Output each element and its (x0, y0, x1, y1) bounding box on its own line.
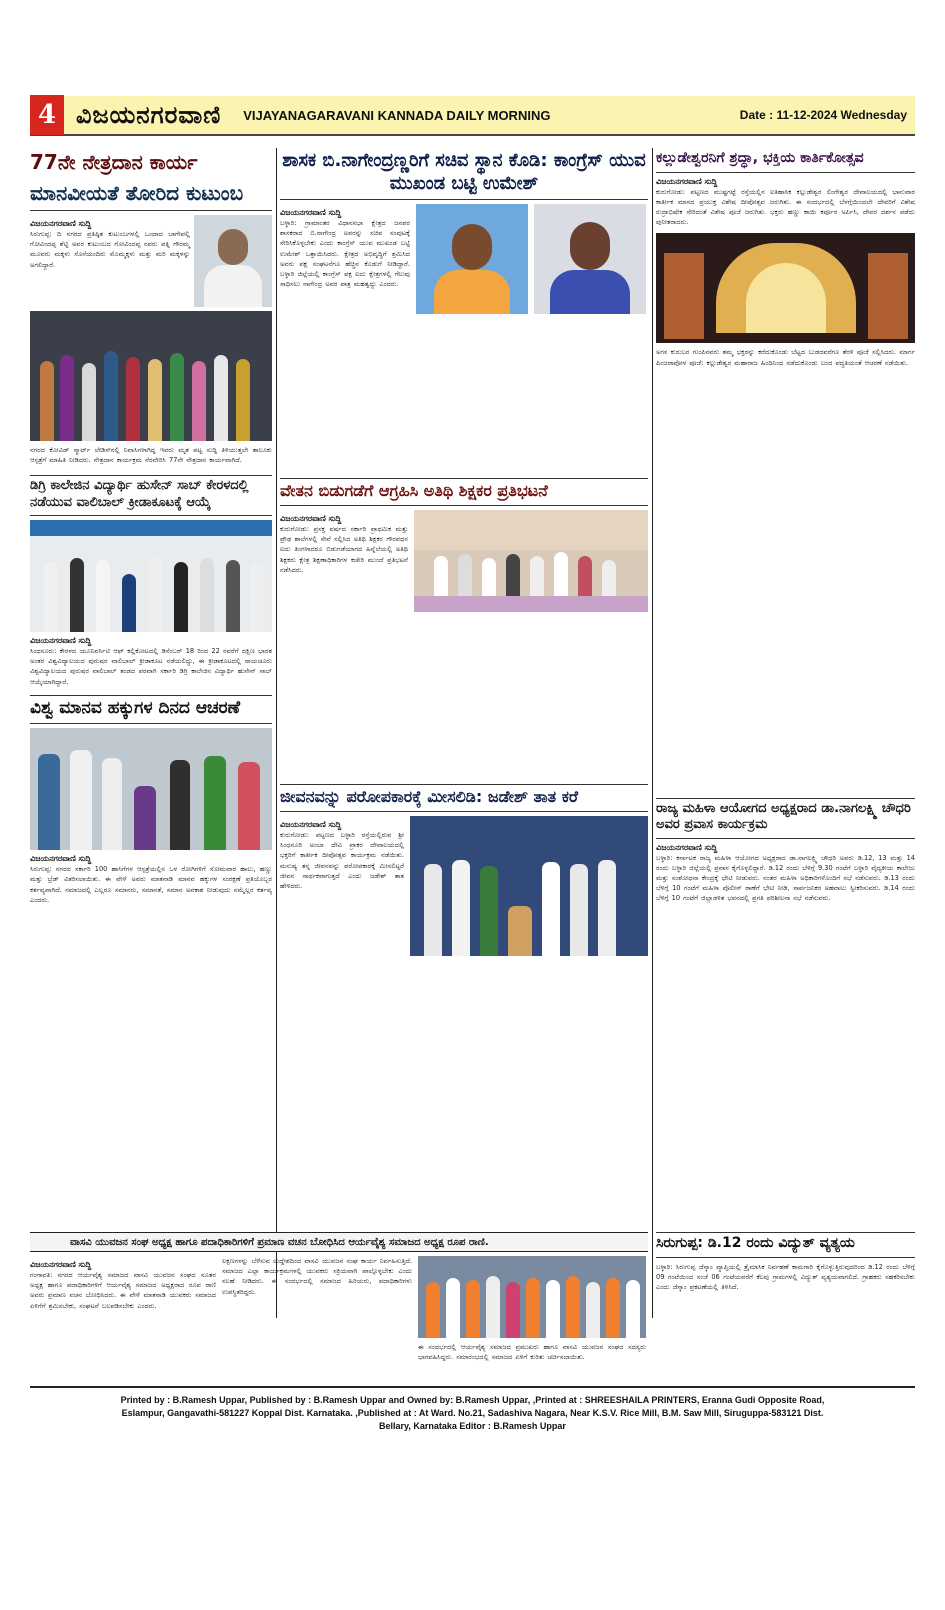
portrait-photo (194, 215, 272, 307)
article-minister-demand (280, 148, 648, 314)
leader-photo (416, 204, 528, 314)
paper-name-english: VIJAYANAGARAVANI KANNADA DAILY MORNING (243, 107, 551, 123)
article-credit: ವಿಜಯನಗರವಾಣಿ ಸುದ್ದಿ (656, 176, 718, 186)
imprint-line: Bellary, Karnataka Editor : B.Ramesh Uppar (379, 1421, 566, 1432)
protest-photo (414, 510, 648, 612)
event-photo (410, 816, 648, 956)
article-body: ಅಗಸ ಕುರುಬರ ಗುಂಪಿನವರು ತಮ್ಮ ಭಕ್ತರನ್ನು ಕರೆದುಕೊಂಡು ಬೆಟ್ಟದ ಬುಡದವರೆಗೂ ತೆರಳಿ ಪೂಜೆ ಸಲ್ಲಿಸಿದರು. ಮಾರ್ಗ ಪಿಂಜರಾಪೋಳ ಪೂಜೆ: ಕಲ್ಲುಡೇಶ್ವರ ಮಹಾರಾಜ ಹಿಂದಿನಿಂದ ನಡೆದುಕೊಂಡು ಬಂದ ಪದ್ಧತಿಯಂತೆ ಆಚರಣೆ ನಡೆಯಿತು. (656, 348, 915, 367)
issue-date: Date : 11-12-2024 Wednesday (739, 108, 907, 122)
imprint-footer (30, 1386, 915, 1433)
article-headline: 77ನೇ ನೇತ್ರದಾನ ಕಾರ್ಯ (30, 150, 198, 174)
column-left (30, 148, 272, 905)
masthead (30, 96, 915, 136)
column-rule (276, 148, 277, 1318)
article-credit: ವಿಜಯನಗರವಾಣಿ ಸುದ್ದಿ (280, 514, 342, 523)
article-credit: ವಿಜಯನಗರವಾಣಿ ಸುದ್ದಿ (280, 208, 342, 217)
page-number: 4 (30, 95, 64, 135)
article-headline: ಸಿರುಗುಪ್ಪ: ಡಿ.12 ರಂದು ವಿದ್ಯುತ್ ವ್ಯತ್ಯಯ (656, 1233, 915, 1258)
article-body: ಕುರುಗೋಡು: ಪಟ್ಟಣದ ಬಳ್ಳಾರಿ ರಸ್ತೆಯಲ್ಲಿರುವ ಶ್ರೀ ಸಿಂಧನೂರಿ ಅಂಬಾ ದೇವಿ ಪ್ರಾಕರ ದೇವಾಲಯದಲ್ಲಿ ಭಕ್ತರಿಗೆ ಕಾರ್ತೀಕ ದೀಪೋತ್ಸವ ಕಾರ್ಯಕ್ರಮ ನಡೆಯಿತು. ಮನುಷ್ಯ ತನ್ನ ಜೀವನವನ್ನು ಪರೋಪಕಾರಕ್ಕೆ ಮೀಸಲಿಟ್ಟರೆ ಜೀವನ ಸಾರ್ಥಕವಾಗುತ್ತದೆ ಎಂದು ಜಡೇಶ್ ತಾತ ಹೇಳಿದರು. (280, 831, 404, 891)
oath-photo (418, 1256, 646, 1338)
column-middle (280, 148, 648, 891)
article-women-commission (656, 798, 915, 904)
team-photo (30, 520, 272, 632)
article-headline: ರಾಜ್ಯ ಮಹಿಳಾ ಆಯೋಗದ ಅಧ್ಯಕ್ಷರಾದ ಡಾ.ನಾಗಲಕ್ಷ್ಮಿ ಚೌಧರಿ ಅವರ ಪ್ರವಾಸ ಕಾರ್ಯಕ್ರಮ (656, 799, 915, 839)
article-credit: ವಿಜಯನಗರವಾಣಿ ಸುದ್ದಿ (30, 854, 92, 864)
article-karthikotsava (656, 148, 915, 368)
imprint-line: Printed by : B.Ramesh Uppar, Published by : B.Ramesh Uppar and Owned by: B.Ramesh Uppar, ,Printed at : SHREESHAILA PRINTERS, Eranna Gudi Opposite Road, (120, 1395, 825, 1405)
article-credit: ವಿಜಯನಗರವಾಣಿ ಸುದ್ದಿ (30, 1260, 92, 1269)
article-body: ಗಂಗಾವತಿ: ನಗರದ ಆರ್ಯವೈಶ್ಯ ಸಮಾಜದ ವಾಸವಿ ಯುವಜನ ಸಂಘದ ನೂತನ ಅಧ್ಯಕ್ಷ ಹಾಗೂ ಪದಾಧಿಕಾರಿಗಳಿಗೆ ಆರ್ಯವೈಶ್ಯ ಸಮಾಜದ ಅಧ್ಯಕ್ಷರಾದ ರೂಪ ರಾಣಿ ಅವರು ಪ್ರಮಾಣ ವಚನ ಬೋಧಿಸಿದರು. ಈ ವೇಳೆ ಮಾತನಾಡಿ ಯುವಕರು ಸಮಾಜದ ಏಳಿಗೆಗೆ ಶ್ರಮಿಸಬೇಕು, ಸಂಘಟನೆ ಬಲಪಡಿಸಬೇಕು ಎಂದರು. (30, 1271, 216, 1310)
article-headline: ಶಾಸಕ ಬಿ.ನಾಗೇಂದ್ರಣ್ಣರಿಗೆ ಸಚಿವ ಸ್ಥಾನ ಕೊಡಿ: ಕಾಂಗ್ರೆಸ್ ಯುವ ಮುಖಂಡ ಬಟ್ಟಿ ಉಮೇಶ್ (280, 148, 648, 200)
column-right (656, 148, 915, 1291)
group-photo (30, 311, 272, 441)
paper-name: ವಿಜಯನಗರವಾಣಿ (76, 101, 222, 129)
imprint-line: Eslampur, Gangavathi-581227 Koppal Dist. Karnataka. ,Published at : At Ward. No.21, Sadashiva Nagara, Near K.S.V. Rice Mill, B.M. Saw Mill, Siruguppa-583121 Dist. (121, 1408, 824, 1419)
article-body: ಬಳ್ಳಾರಿ: ಗ್ರಾಮಾಂತರ ವಿಧಾನಸಭಾ ಕ್ಷೇತ್ರದ ಜನಪರ ಶಾಸಕರಾದ ಬಿ.ನಾಗೇಂದ್ರ ಅವರನ್ನು ಸಚಿವ ಸಂಪುಟಕ್ಕೆ ಸೇರಿಸಿಕೊಳ್ಳಬೇಕು ಎಂದು ಕಾಂಗ್ರೆಸ್ ಯುವ ಮುಖಂಡ ಬಟ್ಟಿ ಉಮೇಶ್ ಒತ್ತಾಯಿಸಿದರು. ಕ್ಷೇತ್ರದ ಅಭಿವೃದ್ಧಿಗೆ ಶ್ರಮಿಸಿದ ಅವರು ಪಕ್ಷ ಸಂಘಟನೆಗೂ ಹೆಚ್ಚಿನ ಕೊಡುಗೆ ನೀಡಿದ್ದಾರೆ. ಬಳ್ಳಾರಿ ಜಿಲ್ಲೆಯಲ್ಲಿ ಕಾಂಗ್ರೆಸ್ ಪಕ್ಷ ಐದು ಕ್ಷೇತ್ರಗಳಲ್ಲಿ ಗೆಲುವು ಸಾಧಿಸಲು ನಾಗೇಂದ್ರ ಅವರ ಪಾತ್ರ ಮಹತ್ವದ್ದು ಎಂದರು. (280, 219, 410, 289)
bottom-headline-band: ವಾಸವಿ ಯುವಜನ ಸಂಘ ಅಧ್ಯಕ್ಷ ಹಾಗೂ ಪದಾಧಿಕಾರಿಗಳಿಗೆ ಪ್ರಮಾಣ ವಚನ ಬೋಧಿಸಿದ ಆರ್ಯವೈಶ್ಯ ಸಮಾಜದ ಅಧ್ಯಕ್ಷ ರೂಪ ರಾಣಿ. (30, 1232, 648, 1252)
article-power-cut (656, 1232, 915, 1292)
article-headline: ವೇತನ ಬಿಡುಗಡೆಗೆ ಆಗ್ರಹಿಸಿ ಅತಿಥಿ ಶಿಕ್ಷಕರ ಪ್ರತಿಭಟನೆ (280, 479, 648, 506)
article-body: ಲಕ್ಷಣಗಳನ್ನು ಬೆಳೆಸುವ ಉದ್ದೇಶದಿಂದ ವಾಸವಿ ಯುವಜನ ಸಂಘ ಕಾರ್ಯ ನಿರ್ವಹಿಸುತ್ತಿದೆ. ಸಮಾಜದ ಎಲ್ಲಾ ಕಾರ್ಯಕ್ರಮಗಳಲ್ಲಿ ಯುವಕರು ಸಕ್ರಿಯವಾಗಿ ಪಾಲ್ಗೊಳ್ಳಬೇಕು ಎಂದು ಸಲಹೆ ನೀಡಿದರು. ಈ ಸಂದರ್ಭದಲ್ಲಿ ಸಮಾಜದ ಹಿರಿಯರು, ಪದಾಧಿಕಾರಿಗಳು ಉಪಸ್ಥಿತರಿದ್ದರು. (222, 1257, 412, 1296)
article-body: ಕುರುಗೋಡು: ಪ್ರಸಕ್ತ ವರ್ಷದ ಸರ್ಕಾರಿ ಪ್ರಾಥಮಿಕ ಮತ್ತು ಪ್ರೌಢ ಶಾಲೆಗಳಲ್ಲಿ ಸೇವೆ ಸಲ್ಲಿಸಿದ ಅತಿಥಿ ಶಿಕ್ಷಕರ ಗೌರವಧನ ಐದು ತಿಂಗಳಾದರೂ ಬಿಡುಗಡೆಯಾಗದ ಹಿನ್ನೆಲೆಯಲ್ಲಿ ಅತಿಥಿ ಶಿಕ್ಷಕರು ಕ್ಷೇತ್ರ ಶಿಕ್ಷಣಾಧಿಕಾರಿಗಳ ಕಚೇರಿ ಮುಂದೆ ಪ್ರತಿಭಟನೆ ನಡೆಸಿದರು. (280, 525, 408, 574)
article-body: ಕುರುಗೋಡು: ಪಟ್ಟಣದ ಮುಷ್ಟಗಟ್ಟೆ ರಸ್ತೆಯಲ್ಲಿನ ಐತಿಹಾಸಿಕ ಕಲ್ಲುಡೇಶ್ವರ ಲಿಂಗೇಶ್ವರ ದೇವಾಲಯದಲ್ಲಿ ಭಾನುವಾರ ಕಾರ್ತೀಕ ಮಾಸದ ಪ್ರಯುಕ್ತ ವಿಶೇಷ ದೀಪೋತ್ಸವ ಜರುಗಿತು. ಈ ಸಂದರ್ಭದಲ್ಲಿ ಬೆಳಗ್ಗೆಯಿಂದಲೇ ದೇವರಿಗೆ ವಿಶೇಷ ರುದ್ರಾಭಿಷೇಕ ಸೇರಿದಂತೆ ವಿಶೇಷ ಪೂಜೆ ಜರುಗಿತು. ಭಕ್ತರು ಹಣ್ಣು ಕಾಯಿ ಕರ್ಪೂರ ಅರ್ಪಿಸಿ, ದೇವರ ದರ್ಶನ ಪಡೆದು ಪುನೀತರಾದರು. (656, 187, 915, 227)
article-guest-teachers (280, 478, 648, 612)
article-headline: ವಿಶ್ವ ಮಾನವ ಹಕ್ಕುಗಳ ದಿನದ ಆಚರಣೆ (30, 696, 272, 724)
article-body: ನಗರದ ಕೋವಿಡ್ ಸ್ಮಾರ್ಟ್ ಲೇಡಿಸ್‌ನಲ್ಲಿ ನಿವಾಸಿಗಳಾಗಿದ್ದ ಇವರು ಮೃತ ಪಟ್ಟ ಸುದ್ದಿ ತಿಳಿಯುತ್ತಲೇ ತಾಲೂಕು ಆಸ್ಪತ್ರೆಗೆ ಮಾಹಿತಿ ನೀಡಿದರು. ನೇತ್ರದಾನ ಕಾರ್ಯಕ್ರಮ ನೆರವೇರಿಸಿ 77ನೇ ನೇತ್ರದಾನ ಕಾರ್ಯವಾಗಿದೆ. (30, 446, 272, 465)
article-body: ಸಿರುಗುಪ್ಪ: ನಗರದ ಸರ್ಕಾರಿ 100 ಹಾಸಿಗೆಗಳ ಆಸ್ಪತ್ರೆಯಲ್ಲಿನ ಒಳ ರೋಗಿಗಳಿಗೆ ಸೋಮವಾರ ಹಾಲು, ಹಣ್ಣು ಮತ್ತು ಬ್ರೆಡ್ ವಿತರಿಸಲಾಯಿತು. ಈ ವೇಳೆ ಅವರು ಮಾತನಾಡಿ ಮಾನವ ಹಕ್ಕುಗಳ ಸಂರಕ್ಷಣೆ ಪ್ರತಿಯೊಬ್ಬರ ಕರ್ತವ್ಯವಾಗಿದೆ. ಸಮಾಜದಲ್ಲಿ ಎಲ್ಲರೂ ಸಮಾನರು, ಸಮಾನತೆ, ಸಮಾನ ಅವಕಾಶ ನೀಡುವುದು ನಮ್ಮೆಲ್ಲರ ಕರ್ತವ್ಯ ಎಂದರು. (30, 865, 272, 904)
article-vasavi-sangha (30, 1256, 648, 1380)
article-philanthropy (280, 784, 648, 956)
article-volleyball (30, 475, 272, 686)
article-credit: ವಿಜಯನಗರವಾಣಿ ಸುದ್ದಿ (30, 635, 92, 645)
article-human-rights (30, 695, 272, 905)
column-rule (652, 148, 653, 1318)
article-subheadline: ಮಾನವೀಯತೆ ತೋರಿದ ಕುಟುಂಬ (30, 179, 272, 211)
article-headline: ಡಿಗ್ರಿ ಕಾಲೇಜಿನ ವಿದ್ಯಾರ್ಥಿ ಹುಸೇನ್ ಸಾಬ್ ಕೇರಳದಲ್ಲಿ ನಡೆಯುವ ವಾಲಿಬಾಲ್ ಕ್ರೀಡಾಕೂಟಕ್ಕೆ ಆಯ್ಕೆ (30, 476, 272, 516)
umesh-photo (534, 204, 646, 314)
article-credit: ವಿಜಯನಗರವಾಣಿ ಸುದ್ದಿ (30, 219, 92, 228)
newspaper-page (30, 96, 915, 1536)
temple-photo (656, 233, 915, 343)
article-body: ಈ ಸಂದರ್ಭದಲ್ಲಿ ಆರ್ಯವೈಶ್ಯ ಸಮಾಜದ ಪ್ರಮುಖರು ಹಾಗೂ ವಾಸವಿ ಯುವಜನ ಸಂಘದ ಸದಸ್ಯರು ಭಾಗವಹಿಸಿದ್ದರು. ಸಮಾರಂಭದಲ್ಲಿ ಸಮಾಜದ ಏಳಿಗೆ ಕುರಿತು ಚರ್ಚಿಸಲಾಯಿತು. (418, 1343, 646, 1362)
article-body: ಬಳ್ಳಾರಿ: ಸಿರುಗುಪ್ಪ ಜೆಸ್ಕಾಂ ವ್ಯಾಪ್ತಿಯಲ್ಲಿ ತ್ರೈಮಾಸಿಕ ನಿರ್ವಹಣೆ ಕಾಮಗಾರಿ ಕೈಗೊಳ್ಳುತ್ತಿರುವುದರಿಂದ ಡಿ.12 ರಂದು ಬೆಳಿಗ್ಗೆ 09 ಗಂಟೆಯಿಂದ ಸಂಜೆ 06 ಗಂಟೆಯವರೆಗೆ ಕೆಲವು ಗ್ರಾಮಗಳಲ್ಲಿ ವಿದ್ಯುತ್ ವ್ಯತ್ಯಯವಾಗಲಿದೆ. ಗ್ರಾಹಕರು ಸಹಕರಿಸಬೇಕು ಎಂದು ಜೆಸ್ಕಾಂ ಪ್ರಕಟಣೆಯಲ್ಲಿ ತಿಳಿಸಿದೆ. (656, 1262, 915, 1291)
article-eye-donation (30, 148, 272, 465)
article-body: ಬಳ್ಳಾರಿ: ಕರ್ನಾಟಕ ರಾಜ್ಯ ಮಹಿಳಾ ಆಯೋಗದ ಅಧ್ಯಕ್ಷರಾದ ಡಾ.ನಾಗಲಕ್ಷ್ಮಿ ಚೌಧರಿ ಅವರು ಡಿ.12, 13 ಮತ್ತು 14 ರಂದು ಬಳ್ಳಾರಿ ಜಿಲ್ಲೆಯಲ್ಲಿ ಪ್ರವಾಸ ಕೈಗೊಳ್ಳಲಿದ್ದಾರೆ. ಡಿ.12 ರಂದು ಬೆಳಿಗ್ಗೆ 9.30 ಗಂಟೆಗೆ ಬಳ್ಳಾರಿ ವೈದ್ಯಕೀಯ ಕಾಲೇಜು ಮತ್ತು ಸಂಶೋಧನಾ ಕೇಂದ್ರಕ್ಕೆ ಭೇಟಿ ನೀಡುವರು. ನಂತರ ಮಹಿಳಾ ಅಧಿಕಾರಿಗಳೊಂದಿಗೆ ಸಭೆ ನಡೆಸುವರು. ಡಿ.13 ರಂದು ಬೆಳಿಗ್ಗೆ 10 ಗಂಟೆಗೆ ಮಹಿಳಾ ಪೊಲೀಸ್ ಠಾಣೆಗೆ ಭೇಟಿ ನೀಡಿ, ಸಾರ್ವಜನಿಕರ ಅಹವಾಲು ಸ್ವೀಕರಿಸುವರು. ಡಿ.14 ರಂದು ಬೆಳಿಗ್ಗೆ 10 ಗಂಟೆಗೆ ಜಿಲ್ಲಾಡಳಿತ ಭವನದಲ್ಲಿ ಪ್ರಗತಿ ಪರಿಶೀಲನಾ ಸಭೆ ನಡೆಸುವರು. (656, 853, 915, 903)
article-headline: ಜೀವನವನ್ನು ಪರೋಪಕಾರಕ್ಕೆ ಮೀಸಲಿಡಿ: ಜಡೇಶ್ ತಾತ ಕರೆ (280, 785, 648, 812)
hospital-photo (30, 728, 272, 850)
article-body: ಸಿರುಗುಪ್ಪ: ದಿ ನಗರದ ಪ್ರತಿಷ್ಠಿತ ಕುಟುಂಬಗಳಲ್ಲಿ ಒಂದಾದ ಬಾಗೇಪಲ್ಲಿ ಗೋವಿಂದಪ್ಪ ಶೆಟ್ಟಿ ಅವರ ಕುಟುಂಬದ ಗೋವಿಂದಪ್ಪ ನವರು ಪತ್ನಿ ಗೌರಮ್ಮ ಮೂವರು ಮಕ್ಕಳು ಸೊಸೆಯಂದಿರು ಮೊಮ್ಮಕ್ಕಳು ಮತ್ತು ಮರಿ ಮಕ್ಕಳನ್ನು ಅಗಲಿದ್ದಾರೆ. (30, 230, 190, 269)
article-body: ಸಿಂಧನೂರು: ಕೇರಳದ ಯೂನಿವರ್ಸಿಟಿ ಆಫ್ ಕಲ್ಲಿಕೋಟದಲ್ಲಿ ಡಿಸೆಂಬರ್ 18 ರಿಂದ 22 ರವರೆಗೆ ದಕ್ಷಿಣ ಭಾರತ ಅಂತರ ವಿಶ್ವವಿದ್ಯಾಲಯದ ಪುರುಷರ ವಾಲಿಬಾಲ್ ಕ್ರೀಡಾಕೂಟ ನಡೆಯಲಿದ್ದು, ಈ ಕ್ರೀಡಾಕೂಟದಲ್ಲಿ ರಾಯಚೂರು ವಿಶ್ವವಿದ್ಯಾಲಯದ ಪುರುಷರ ವಾಲಿಬಾಲ್ ತಂಡದ ಪರವಾಗಿ ಸರ್ಕಾರಿ ಡಿಗ್ರಿ ಕಾಲೇಜಿನ ವಿದ್ಯಾರ್ಥಿ ಹುಸೇನ್ ಸಾಬ್ ಆಯ್ಕೆಯಾಗಿದ್ದಾರೆ. (30, 646, 272, 686)
article-credit: ವಿಜಯನಗರವಾಣಿ ಸುದ್ದಿ (280, 820, 342, 829)
article-headline: ಕಲ್ಲುಡೇಶ್ವರನಿಗೆ ಶ್ರದ್ಧಾ, ಭಕ್ತಿಯ ಕಾರ್ತಿಕೋತ್ಸವ (656, 148, 915, 173)
article-credit: ವಿಜಯನಗರವಾಣಿ ಸುದ್ದಿ (656, 842, 718, 852)
